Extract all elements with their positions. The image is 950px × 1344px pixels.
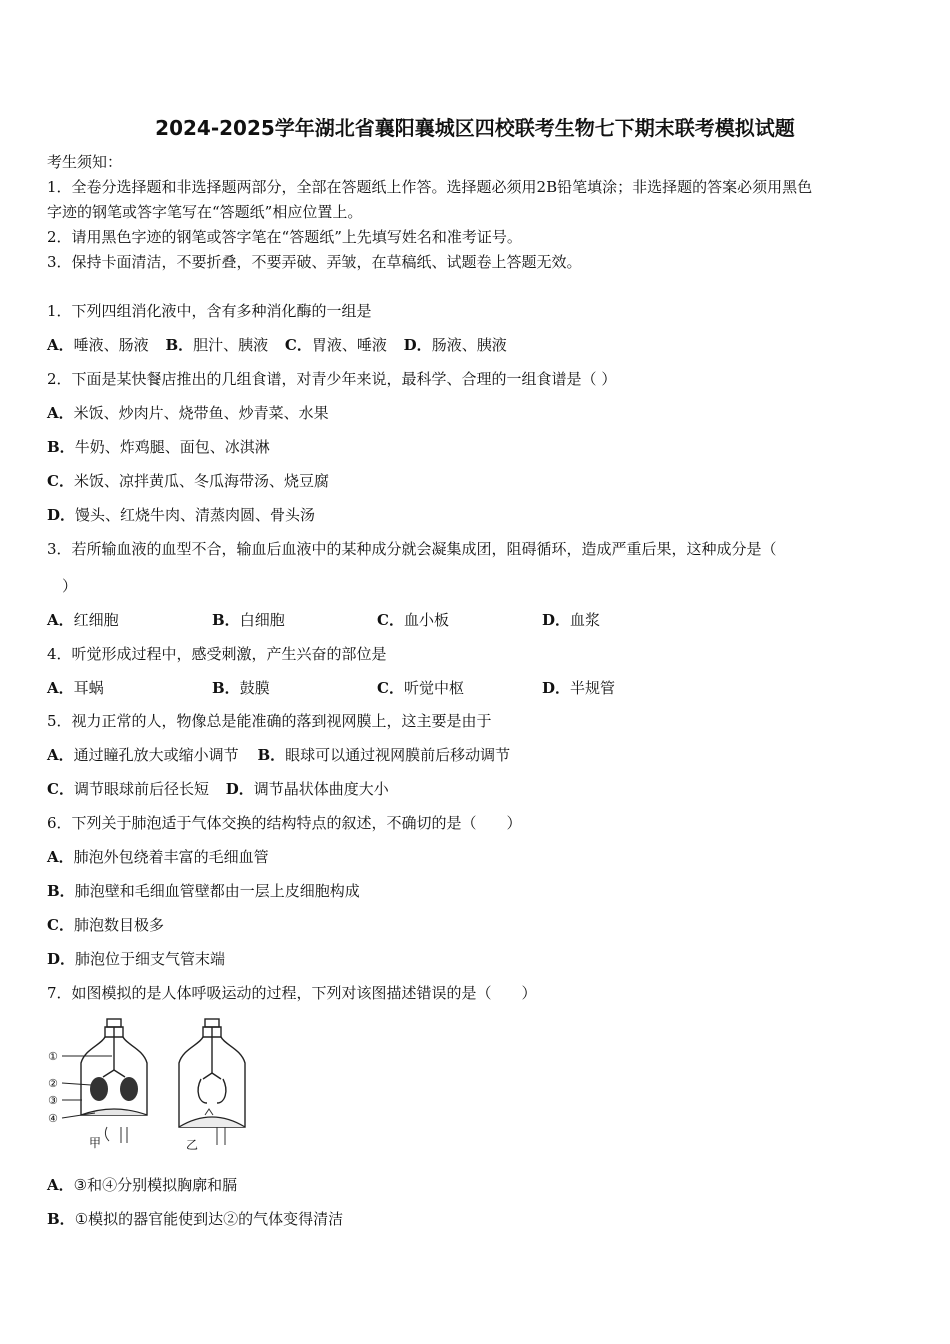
lung-left-b [120, 1077, 138, 1101]
option-text: 调节晶状体曲度大小 [253, 780, 389, 798]
option-text: 鼓膜 [239, 679, 270, 697]
breathing-model-figure [45, 1015, 260, 1160]
question-3-stem-cont: ） [62, 577, 78, 595]
option-label: A． [47, 848, 74, 866]
option-text: ③和④分别模拟胸廓和膈 [73, 1176, 238, 1194]
option-text: 肺泡位于细支气管末端 [75, 950, 226, 968]
option-label: A． [47, 679, 74, 697]
option-label: A． [47, 746, 74, 764]
option-label: C． [47, 472, 74, 490]
jar-left [81, 1019, 147, 1115]
option-text: 唾液、肠液 [73, 336, 149, 354]
notice-item: 2．请用黑色字迹的钢笔或答字笔在“答题纸”上先填写姓名和准考证号。 [47, 228, 522, 246]
option-text: 米饭、凉拌黄瓜、冬瓜海带汤、烧豆腐 [73, 472, 329, 490]
option-text: 白细胞 [239, 611, 285, 629]
option-text: 米饭、炒肉片、烧带鱼、炒青菜、水果 [73, 404, 329, 422]
marker-1: ① [48, 1050, 58, 1063]
option-label: B． [212, 679, 240, 697]
diaphragm-right [179, 1117, 245, 1127]
question-2-option [47, 471, 329, 491]
question-6-option [47, 949, 225, 969]
question-6-option [47, 881, 360, 901]
option-label: A． [47, 336, 74, 354]
lung-left-a [90, 1077, 108, 1101]
option-text: 通过瞳孔放大或缩小调节 [73, 746, 239, 764]
option-text: 肠液、胰液 [431, 336, 507, 354]
option-label: A． [47, 611, 74, 629]
marker-2: ② [48, 1077, 58, 1090]
option-label: C． [47, 916, 74, 934]
question-1-options [47, 335, 507, 355]
option-text: 血浆 [570, 611, 601, 629]
option-label: D． [47, 950, 76, 968]
caption-right: 乙 [186, 1138, 199, 1152]
question-7-option [47, 1209, 343, 1229]
option-label: B． [47, 438, 75, 456]
option-text: 眼球可以通过视网膜前后移动调节 [285, 746, 511, 764]
option-text: 半规管 [570, 679, 616, 697]
option-text: 红细胞 [73, 611, 119, 629]
question-5-options [47, 779, 389, 799]
question-6-option [47, 847, 269, 867]
option-text: 肺泡外包绕着丰富的毛细血管 [73, 848, 269, 866]
caption-left: 甲 [89, 1136, 102, 1150]
marker-3: ③ [48, 1094, 58, 1107]
question-3-options [47, 610, 707, 630]
option-label: B． [165, 336, 194, 354]
notice-item: 1．全卷分选择题和非选择题两部分，全部在答题纸上作答。选择题必须用2B铅笔填涂；非选择题的答案必须用黑色 [47, 178, 813, 196]
question-1-stem: 1．下列四组消化液中，含有多种消化酶的一组是 [47, 302, 372, 320]
option-label: B． [47, 1210, 75, 1228]
option-label: B． [257, 746, 286, 764]
notice-item: 3．保持卡面清洁，不要折叠，不要弄破、弄皱，在草稿纸、试题卷上答题无效。 [47, 253, 582, 271]
option-text: 胃液、唾液 [311, 336, 387, 354]
option-label: B． [212, 611, 240, 629]
option-text: 肺泡壁和毛细血管壁都由一层上皮细胞构成 [74, 882, 360, 900]
question-2-stem: 2．下面是某快餐店推出的几组食谱，对青少年来说，最科学、合理的一组食谱是（ ） [47, 370, 617, 388]
question-7-option [47, 1175, 237, 1195]
option-label: D． [403, 336, 432, 354]
question-5-options [47, 745, 510, 765]
option-text: 肺泡数目极多 [73, 916, 164, 934]
question-6-option [47, 915, 164, 935]
option-text: 耳蜗 [73, 679, 104, 697]
question-3-stem: 3．若所输血液的血型不合，输血后血液中的某种成分就会凝集成团，阻碍循环，造成严重后果，这种成分是（ [47, 540, 777, 558]
question-5-stem: 5．视力正常的人，物像总是能准确的落到视网膜上，这主要是由于 [47, 712, 492, 730]
question-4-stem: 4．听觉形成过程中，感受刺激，产生兴奋的部位是 [47, 645, 387, 663]
notice-item: 字迹的钢笔或答字笔写在“答题纸”相应位置上。 [47, 203, 363, 221]
notice-heading: 考生须知： [47, 153, 123, 171]
option-label: D． [225, 780, 254, 798]
question-4-options [47, 678, 707, 698]
diaphragm-left [81, 1109, 147, 1115]
option-text: 牛奶、炸鸡腿、面包、冰淇淋 [74, 438, 270, 456]
option-label: C． [377, 611, 404, 629]
option-label: A． [47, 1176, 74, 1194]
option-label: D． [47, 506, 76, 524]
option-label: C． [47, 780, 74, 798]
option-text: 馒头、红烧牛肉、清蒸肉圆、骨头汤 [75, 506, 316, 524]
figure-markers [48, 1050, 58, 1125]
question-7-stem: 7．如图模拟的是人体呼吸运动的过程，下列对该图描述错误的是（ ） [47, 984, 537, 1002]
jar-right [179, 1019, 245, 1127]
option-label: D． [542, 611, 571, 629]
question-6-stem: 6．下列关于肺泡适于气体交换的结构特点的叙述，不确切的是（ ） [47, 814, 522, 832]
option-label: C． [377, 679, 404, 697]
option-label: A． [47, 404, 74, 422]
option-text: 胆汁、胰液 [193, 336, 269, 354]
question-2-option [47, 505, 315, 525]
question-2-option [47, 437, 270, 457]
option-text: 听觉中枢 [403, 679, 464, 697]
option-text: ①模拟的器官能使到达②的气体变得清洁 [74, 1210, 344, 1228]
option-label: B． [47, 882, 75, 900]
marker-4: ④ [48, 1112, 58, 1125]
option-label: C． [284, 336, 312, 354]
option-label: D． [542, 679, 571, 697]
question-2-option [47, 403, 329, 423]
option-text: 血小板 [403, 611, 449, 629]
page-title: 2024-2025学年湖北省襄阳襄城区四校联考生物七下期末联考模拟试题 [155, 116, 795, 140]
option-text: 调节眼球前后径长短 [73, 780, 209, 798]
